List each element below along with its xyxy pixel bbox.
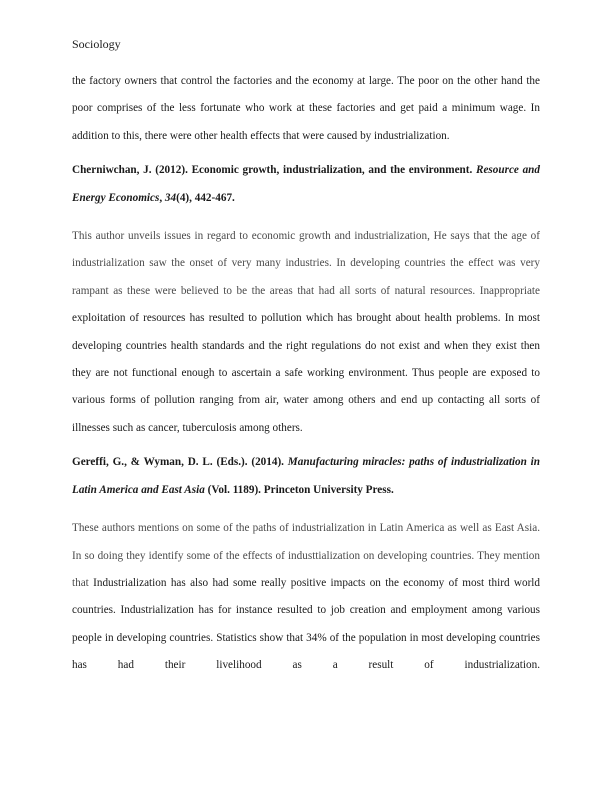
ref1-tail: (4), 442-467. [176, 191, 235, 204]
ref1-volume: 34 [164, 191, 177, 204]
annotation-gereffi: These authors mentions on some of the paths of industrialization in Latin America as well as East Asia. In so doing they identify some of the effects of industtialization on developing countries. They mention that Industrialization has also had some really positive impacts on the economy of most third world countries. Industrialization has for instance resulted to job creation and employment among various people in developing countries. Statistics show that 34% of the population in most developing countries has had their livelihood as a result of industrialization. [72, 522, 540, 672]
document-body [72, 68, 540, 680]
ref1-authors: Cherniwchan, J. (2012). Economic growth, industrialization, and the environment. [72, 164, 476, 177]
ref1-journal: Resource and Energy Economics [72, 164, 540, 204]
reference-gereffi [72, 449, 540, 504]
ref2-authors: Gereffi, G., & Wyman, D. L. (Eds.). (2014). [72, 456, 288, 469]
paragraph-continuation: the factory owners that control the factories and the economy at large. The poor on the other hand the poor comprises of the less fortunate who work at these factories and get paid a minimum wage. In addition to this, there were other health effects that were caused by industrialization. [72, 75, 540, 142]
annotation-cherniwchan: This author unveils issues in regard to economic growth and industrialization, He says that the age of industrialization saw the onset of very many industries. In developing countries the effect was very rampant as these were believed to be the areas that had all sorts of natural resources. Inappropriate exploitation of resources has resulted to pollution which has brought about health problems. In most developing countries health standards and the right regulations do not exist and when they exist then they are not functional enough to ascertain a safe working environment. Thus people are exposed to various forms of pollution ranging from air, water among others and end up contacting all sorts of illnesses such as cancer, tuberculosis among others. [72, 230, 540, 434]
ref2-tail: (Vol. 1189). Princeton University Press. [204, 483, 394, 496]
running-header: Sociology [72, 37, 121, 51]
reference-cherniwchan: Cherniwchan, J. (2012). Economic growth, industrialization, and the environment. Resource and Energy Economics, 34(4), 442-467. [72, 164, 540, 204]
ref2-title: Manufacturing miracles: paths of industrialization in Latin America and East Asia [72, 456, 540, 496]
